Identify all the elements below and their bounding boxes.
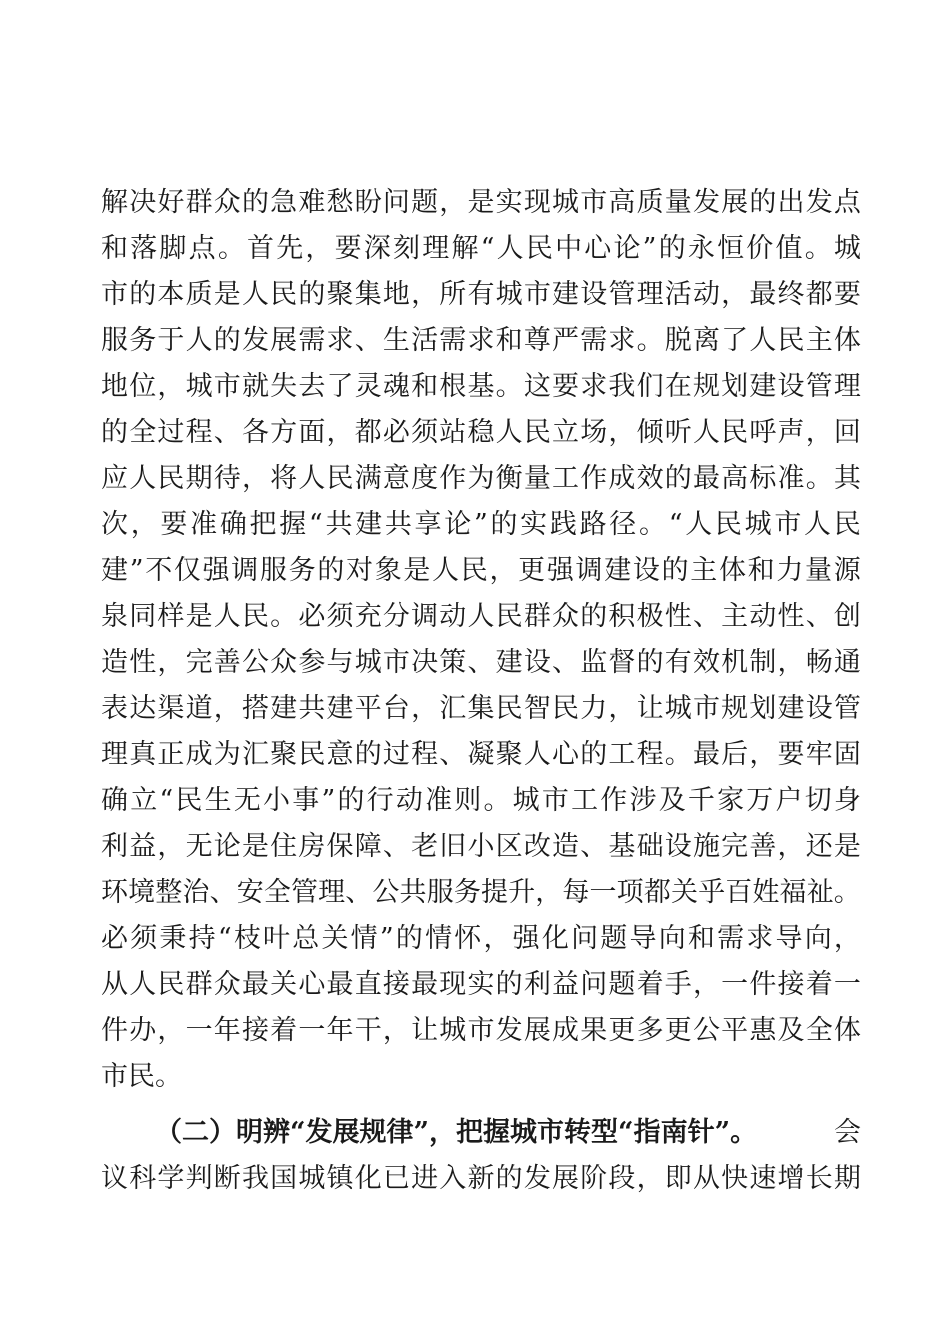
paragraph-1-line: 次 ， 要 准 确 把 握 “ 共 建 共 享 论 ” 的 实 践 路 径 。 “ 人 民 城 市 人 民 <box>101 509 861 540</box>
paragraph-gap <box>101 1100 861 1110</box>
paragraph-1-line: 泉 同 样 是 人 民 。 必 须 充 分 调 动 人 民 群 众 的 积 极 性 、 主 动 性 、 创 <box>101 601 861 632</box>
paragraph-1-line: 应 人 民 期 待 ， 将 人 民 满 意 度 作 为 衡 量 工 作 成 效 的 最 高 标 准 。 其 <box>101 463 861 494</box>
paragraph-1-line: 确 立 “ 民 生 无 小 事 ” 的 行 动 准 则 。 城 市 工 作 涉 及 千 家 万 户 切 身 <box>101 785 861 816</box>
paragraph-2 <box>101 1110 861 1202</box>
paragraph-1-line: 环 境 整 治 、 安 全 管 理 、 公 共 服 务 提 升 ， 每 一 项 都 关 乎 百 姓 福 祉 。 <box>101 877 861 908</box>
paragraph-1-line: 表 达 渠 道 ， 搭 建 共 建 平 台 ， 汇 集 民 智 民 力 ， 让 城 市 规 划 建 设 管 <box>101 693 861 724</box>
paragraph-1-line: 从 人 民 群 众 最 关 心 最 直 接 最 现 实 的 利 益 问 题 着 手 ， 一 件 接 着 一 <box>101 969 861 1000</box>
paragraph-1-line: 的 全 过 程 、 各 方 面 ， 都 必 须 站 稳 人 民 立 场 ， 倾 听 人 民 呼 声 ， 回 <box>101 417 861 448</box>
paragraph-1-line: 建 ” 不 仅 强 调 服 务 的 对 象 是 人 民 ， 更 强 调 建 设 的 主 体 和 力 量 源 <box>101 555 861 586</box>
paragraph-2-line-1-rest: 会 <box>834 1117 861 1148</box>
paragraph-1-line: 造 性 ， 完 善 公 众 参 与 城 市 决 策 、 建 设 、 监 督 的 有 效 机 制 ， 畅 通 <box>101 647 861 678</box>
paragraph-2-line-2: 议 科 学 判 断 我 国 城 镇 化 已 进 入 新 的 发 展 阶 段 ， 即 从 快 速 增 长 期 <box>101 1163 861 1194</box>
paragraph-1-line: 市 的 本 质 是 人 民 的 聚 集 地 ， 所 有 城 市 建 设 管 理 活 动 ， 最 终 都 要 <box>101 279 861 310</box>
paragraph-1-line: 和 落 脚 点 。 首 先 ， 要 深 刻 理 解 “ 人 民 中 心 论 ” 的 永 恒 价 值 。 城 <box>101 233 861 264</box>
paragraph-1-line: 市民。 <box>101 1061 182 1092</box>
document-body <box>101 180 861 1202</box>
paragraph-1-line: 件 办 ， 一 年 接 着 一 年 干 ， 让 城 市 发 展 成 果 更 多 更 公 平 惠 及 全 体 <box>101 1015 861 1046</box>
section-heading: （二）明辨“发展规律”，把握城市转型“指南针”。 <box>155 1117 758 1148</box>
paragraph-1-line: 理 真 正 成 为 汇 聚 民 意 的 过 程 、 凝 聚 人 心 的 工 程 。 最 后 ， 要 牢 固 <box>101 739 861 770</box>
paragraph-1-line: 解 决 好 群 众 的 急 难 愁 盼 问 题 ， 是 实 现 城 市 高 质 量 发 展 的 出 发 点 <box>101 187 861 218</box>
paragraph-1-line: 利 益 ， 无 论 是 住 房 保 障 、 老 旧 小 区 改 造 、 基 础 设 施 完 善 ， 还 是 <box>101 831 861 862</box>
paragraph-1 <box>101 180 861 1100</box>
paragraph-2-line-1 <box>101 1110 861 1156</box>
paragraph-1-line: 地 位 ， 城 市 就 失 去 了 灵 魂 和 根 基 。 这 要 求 我 们 在 规 划 建 设 管 理 <box>101 371 861 402</box>
paragraph-1-line: 必 须 秉 持 “ 枝 叶 总 关 情 ” 的 情 怀 ， 强 化 问 题 导 向 和 需 求 导 向 ， <box>101 923 861 954</box>
paragraph-1-line: 服 务 于 人 的 发 展 需 求 、 生 活 需 求 和 尊 严 需 求 。 脱 离 了 人 民 主 体 <box>101 325 861 356</box>
